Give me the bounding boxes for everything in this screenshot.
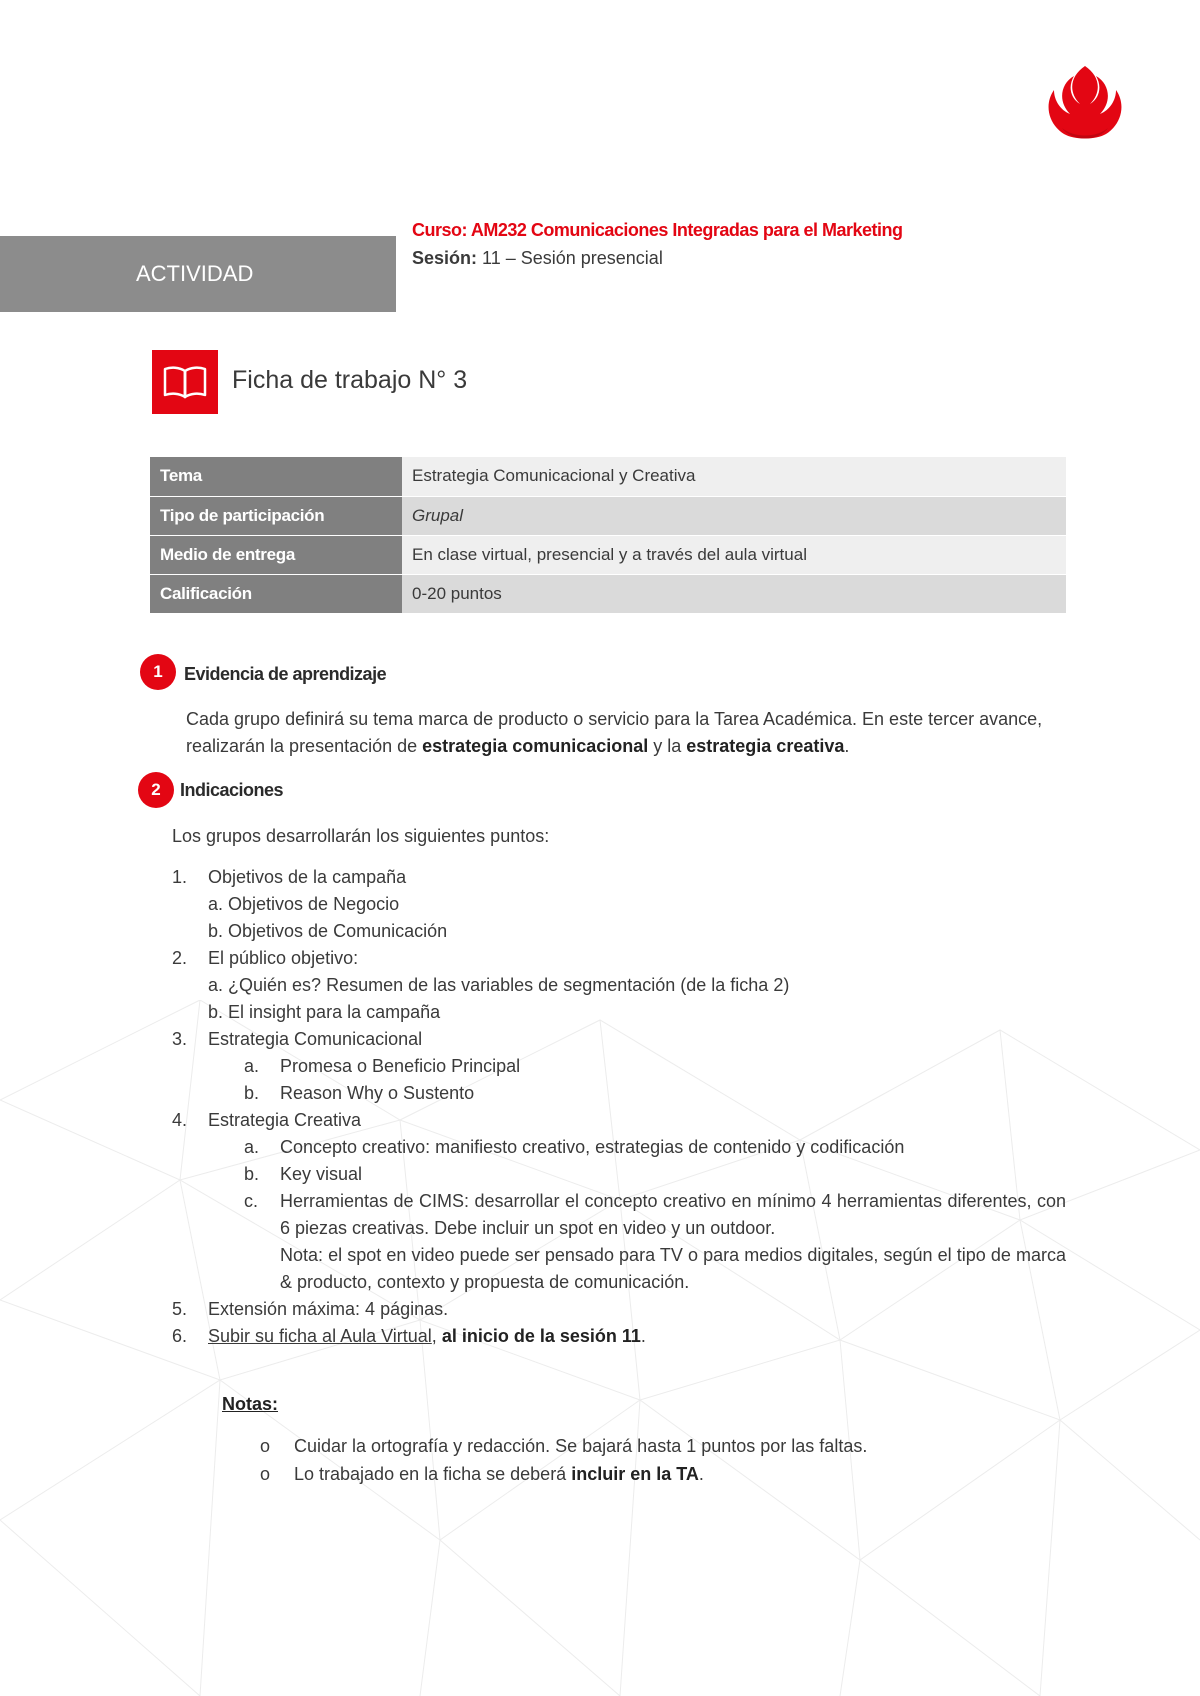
table-key: Calificación	[150, 574, 402, 613]
list-intro: Los grupos desarrollarán los siguientes puntos:	[172, 826, 550, 846]
list-item	[172, 864, 407, 891]
table-value: En clase virtual, presencial y a través del aula virtual	[402, 535, 1066, 574]
list-letter: a.	[244, 1056, 260, 1076]
list-subitem	[244, 1134, 905, 1161]
list-subitem	[244, 1080, 475, 1107]
table-row	[150, 457, 1066, 496]
table-key: Tema	[150, 457, 402, 496]
aula-virtual-link[interactable]: Subir su ficha al Aula Virtual	[208, 1326, 432, 1346]
paragraph-bold: estrategia comunicacional	[422, 736, 649, 756]
list-text: Promesa o Beneficio Principal	[280, 1056, 521, 1076]
list-letter: c.	[244, 1191, 259, 1211]
list-text: Reason Why o Sustento	[280, 1083, 475, 1103]
note-bold: incluir en la TA	[571, 1464, 699, 1484]
course-value: AM232 Comunicaciones Integradas para el Marketing	[470, 220, 903, 240]
section-number-badge: 2	[138, 772, 174, 808]
list-text: Objetivos de la campaña	[208, 867, 407, 887]
session-value: 11 – Sesión presencial	[482, 248, 663, 268]
activity-band	[0, 236, 396, 312]
note-text: .	[698, 1464, 704, 1484]
table-row	[150, 535, 1066, 574]
list-text: El público objetivo:	[208, 948, 359, 968]
section-number-badge: 1	[140, 654, 176, 690]
section-title: Indicaciones	[180, 780, 284, 800]
course-line	[412, 220, 903, 241]
paragraph-bold: estrategia creativa	[686, 736, 845, 756]
table-value: 0-20 puntos	[402, 574, 1066, 613]
list-text: .	[640, 1326, 646, 1346]
list-subitem: a. Objetivos de Negocio	[208, 894, 400, 914]
list-number: 3.	[172, 1029, 188, 1049]
list-subitem: b. El insight para la campaña	[208, 1002, 441, 1022]
table-row	[150, 496, 1066, 535]
section-title: Evidencia de aprendizaje	[184, 664, 387, 684]
list-item	[172, 945, 359, 972]
course-label: Curso:	[412, 220, 467, 240]
list-subitem: b. Objetivos de Comunicación	[208, 921, 448, 941]
book-icon	[162, 365, 208, 399]
list-item	[172, 1323, 646, 1350]
notes-heading: Notas:	[222, 1394, 279, 1414]
list-letter: a.	[244, 1137, 260, 1157]
list-note: Nota: el spot en video puede ser pensado para TV o para medios digitales, según el tipo de marca & producto, contexto y propuesta de comunicación.	[280, 1245, 1066, 1292]
list-text: Extensión máxima: 4 páginas.	[208, 1299, 449, 1319]
note-bullet: o	[260, 1464, 271, 1484]
list-item	[172, 1107, 362, 1134]
info-table	[150, 457, 1066, 614]
table-key: Medio de entrega	[150, 535, 402, 574]
document-title: Ficha de trabajo N° 3	[232, 366, 468, 394]
list-text: Estrategia Comunicacional	[208, 1029, 423, 1049]
table-key: Tipo de participación	[150, 496, 402, 535]
list-text: Estrategia Creativa	[208, 1110, 362, 1130]
university-logo	[1040, 58, 1130, 148]
paragraph-text: .	[844, 736, 850, 756]
table-row	[150, 574, 1066, 613]
book-icon-box	[152, 350, 218, 414]
list-number: 2.	[172, 948, 188, 968]
list-subitem	[244, 1053, 521, 1080]
note-item	[260, 1436, 868, 1457]
list-number: 5.	[172, 1299, 188, 1319]
list-subitem: a. ¿Quién es? Resumen de las variables de segmentación (de la ficha 2)	[208, 975, 790, 995]
list-text: Concepto creativo: manifiesto creativo, estrategias de contenido y codificación	[280, 1137, 905, 1157]
paragraph-text: y la	[648, 736, 687, 756]
note-bullet: o	[260, 1436, 271, 1456]
list-text: Herramientas de CIMS: desarrollar el concepto creativo en mínimo 4 herramientas diferentes, con 6 piezas creativas. Debe incluir un spot en video y un outdoor.	[280, 1191, 1066, 1238]
note-item	[260, 1464, 704, 1485]
note-text: Lo trabajado en la ficha se deberá	[294, 1464, 572, 1484]
list-number: 4.	[172, 1110, 188, 1130]
list-number: 1.	[172, 867, 188, 887]
list-text: ,	[431, 1326, 442, 1346]
list-item	[172, 1026, 423, 1053]
paragraph-text: Cada grupo definirá su tema marca de producto o servicio para la Tarea Académica. En este tercer avance, realizarán la presentación de	[186, 709, 1043, 756]
list-letter: b.	[244, 1083, 260, 1103]
list-subitem	[244, 1161, 363, 1188]
table-value: Estrategia Comunicacional y Creativa	[402, 457, 1066, 496]
session-line	[412, 248, 663, 269]
table-value: Grupal	[402, 496, 1066, 535]
list-subitem	[244, 1188, 1066, 1242]
list-number: 6.	[172, 1326, 188, 1346]
section-paragraph	[186, 706, 1066, 760]
list-letter: b.	[244, 1164, 260, 1184]
note-text: Cuidar la ortografía y redacción. Se bajará hasta 1 puntos por las faltas.	[294, 1436, 868, 1456]
list-item	[172, 1296, 449, 1323]
list-bold: al inicio de la sesión 11	[441, 1326, 641, 1346]
activity-label: ACTIVIDAD	[136, 261, 254, 286]
list-text: Key visual	[280, 1164, 363, 1184]
session-label: Sesión:	[412, 248, 478, 268]
